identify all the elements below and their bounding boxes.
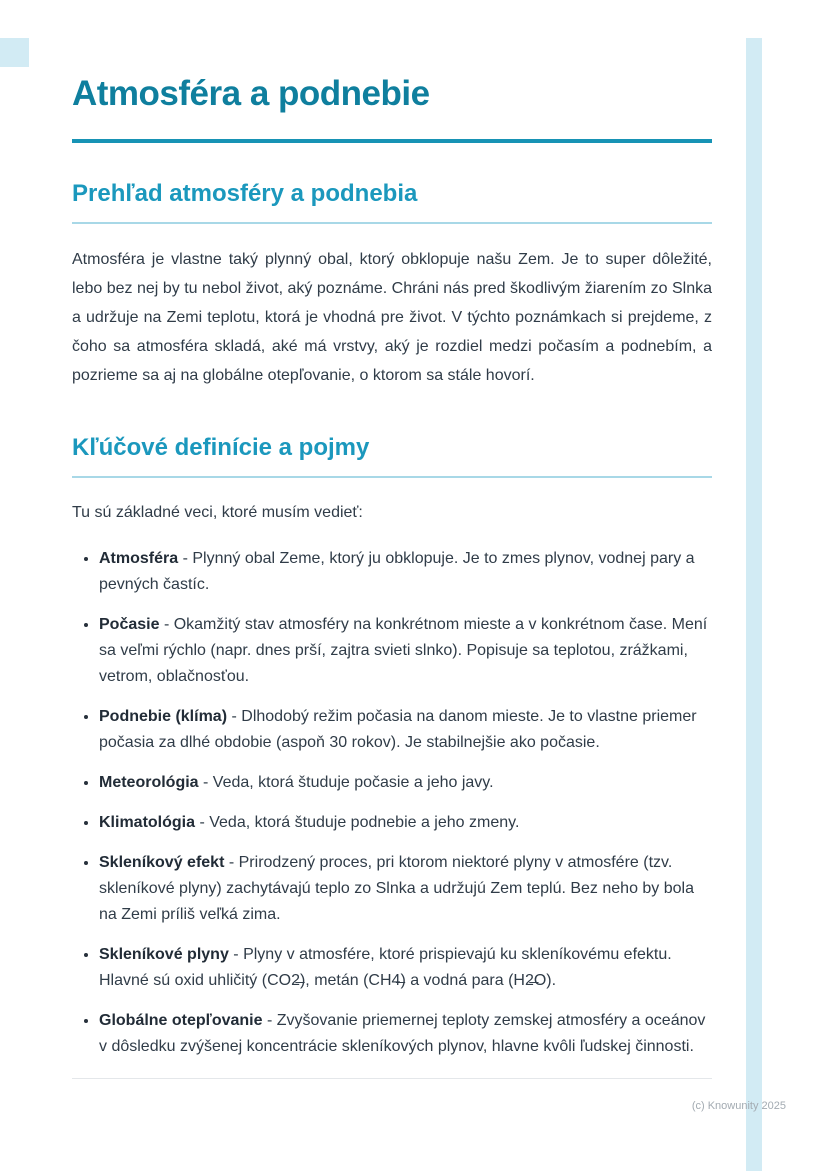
definitions-intro: Tu sú základné veci, ktoré musím vedieť:	[72, 503, 363, 521]
footer-copyright: (c) Knowunity 2025	[691, 1100, 786, 1112]
section-heading-definitions: Kľúčové definície a pojmy	[72, 434, 370, 462]
term-description: - Prirodzený proces, pri ktorom niektoré plyny v atmosfére (tzv. skleníkové plyny) zachytávajú teplo zo Slnka a udržujú Zem teplú. Bez neho by bola na Zemi príliš veľká zima.	[99, 853, 694, 923]
term-label: Meteorológia	[99, 773, 199, 791]
list-item	[99, 546, 712, 598]
list-item	[99, 704, 712, 756]
footer-rule	[72, 1078, 712, 1079]
list-item	[99, 1008, 712, 1060]
term-label: Skleníkové plyny	[99, 945, 229, 963]
term-description: - Veda, ktorá študuje počasie a jeho javy.	[203, 773, 494, 791]
section-heading-overview: Prehľad atmosféry a podnebia	[72, 180, 418, 208]
term-label: Skleníkový efekt	[99, 853, 225, 871]
list-item	[99, 810, 712, 836]
term-label: Počasie	[99, 615, 160, 633]
list-item	[99, 612, 712, 690]
term-description: - Plynný obal Zeme, ktorý ju obklopuje. Je to zmes plynov, vodnej pary a pevných častíc.	[99, 549, 695, 593]
list-item	[99, 850, 712, 928]
term-label: Klimatológia	[99, 813, 196, 831]
term-label: Globálne otepľovanie	[99, 1011, 263, 1029]
list-item	[99, 770, 712, 796]
section-rule	[72, 476, 712, 478]
section-rule	[72, 222, 712, 224]
page-title: Atmosféra a podnebie	[72, 74, 430, 113]
term-description: - Zvyšovanie priemernej teploty zemskej atmosféry a oceánov v dôsledku zvýšenej koncentrácie skleníkových plynov, hlavne kvôli ľudskej činnosti.	[99, 1011, 706, 1055]
term-label: Podnebie (klíma)	[99, 707, 228, 725]
term-description: - Okamžitý stav atmosféry na konkrétnom mieste a v konkrétnom čase. Mení sa veľmi rýchlo (napr. dnes prší, zajtra svieti slnko). Popisuje sa teplotou, zrážkami, vetrom, oblačnosťou.	[99, 615, 708, 685]
term-description: - Dlhodobý režim počasia na danom mieste. Je to vlastne priemer počasia za dlhé obdobie (aspoň 30 rokov). Je stabilnejšie ako počasie.	[99, 707, 697, 751]
document-content	[72, 0, 712, 1074]
term-description: - Veda, ktorá študuje podnebie a jeho zmeny.	[199, 813, 520, 831]
term-description: - Plyny v atmosfére, ktoré prispievajú ku skleníkovému efektu. Hlavné sú oxid uhličitý (CO2̶), metán (CH4̶) a vodná para (H2̶O).	[99, 945, 672, 989]
term-label: Atmosféra	[99, 549, 179, 567]
corner-decoration	[0, 38, 29, 67]
title-rule	[72, 139, 712, 143]
overview-paragraph: Atmosféra je vlastne taký plynný obal, ktorý obklopuje našu Zem. Je to super dôležité, lebo bez nej by tu nebol život, aký poznáme. Chráni nás pred škodlivým žiarením zo Slnka a udržuje na Zemi teplotu, ktorá je vhodná pre život. V týchto poznámkach si prejdeme, z čoho sa atmosféra skladá, aké má vrstvy, aký je rozdiel medzi počasím a podnebím, a pozrieme sa aj na globálne otepľovanie, o ktorom sa stále hovorí.	[72, 251, 712, 385]
definition-list	[72, 546, 712, 1060]
right-edge-stripe	[746, 38, 762, 1171]
list-item	[99, 942, 712, 994]
